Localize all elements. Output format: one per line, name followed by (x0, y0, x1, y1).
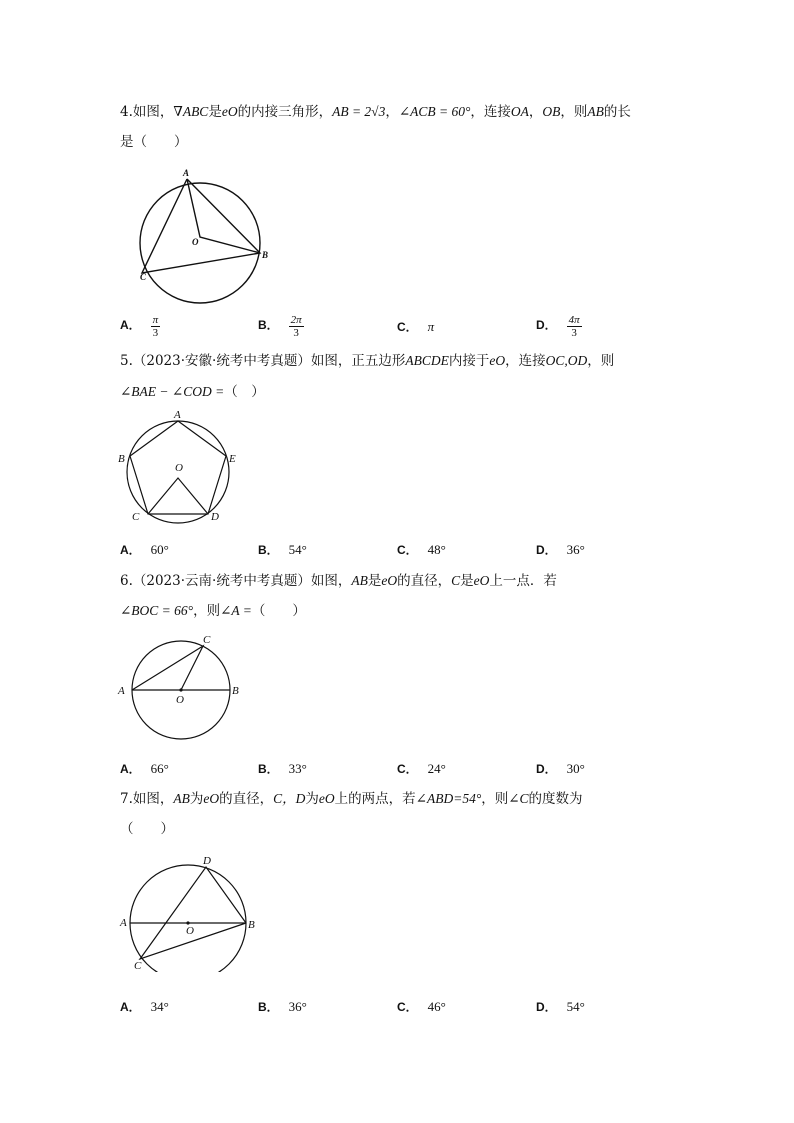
q4-arc-ab: AB (587, 104, 604, 119)
q4-triangle-abc (142, 179, 260, 273)
q4-stem-line1: 4.如图，∇ABC是eO的内接三角形，AB = 2√3，∠ACB = 60°，连接OA，OB，则AB的长 (120, 104, 631, 120)
q7-label-b: B (248, 919, 255, 931)
q7-option-d[interactable]: D． 54° (536, 999, 585, 1014)
q5-option-a[interactable]: A． 60° (120, 542, 169, 557)
q5-label-a: A (174, 409, 181, 421)
q6-label-b: B (232, 685, 239, 697)
q6-label-c: C (203, 634, 211, 646)
q7-label-c: C (134, 960, 142, 972)
q6-chords (132, 646, 203, 690)
q6-label-a: A (118, 685, 125, 697)
q5-label-b: B (118, 453, 125, 465)
q6-stem-line1: 6.（2023·云南·统考中考真题）如图，AB是eO的直径，C是eO上一点．若 (120, 573, 557, 589)
q7-label-d: D (203, 855, 211, 867)
q4-label-c: C (140, 272, 147, 282)
q7-chords (140, 867, 246, 959)
q5-radii (148, 478, 208, 514)
q6-figure (114, 630, 249, 745)
q4-circle (140, 183, 260, 303)
q6-option-a[interactable]: A． 66° (120, 761, 169, 776)
q5-label-o: O (175, 462, 183, 474)
q4-option-b[interactable]: B． $\frac{2\pi}{3}$ (258, 314, 302, 339)
q5-option-d[interactable]: D． 36° (536, 542, 585, 557)
q5-label-e: E (229, 453, 236, 465)
q4-ab-length: AB = 2√3 (332, 104, 386, 119)
q5-stem-line1: 5.（2023·安徽·统考中考真题）如图，正五边形ABCDE内接于eO，连接OC,OD，则 (120, 353, 615, 369)
q6-option-d[interactable]: D． 30° (536, 761, 585, 776)
q4-option-d[interactable]: D． $\frac{4\pi}{3}$ (536, 314, 580, 339)
q7-option-c[interactable]: C． 46° (397, 999, 446, 1014)
q7-figure (114, 852, 264, 972)
q4-figure (130, 165, 280, 305)
q7-stem-line1: 7.如图，AB为eO的直径，C，D为eO上的两点，若∠ABD=54°，则∠C的度数为 (120, 791, 583, 807)
q6-stem-line2: ∠BOC = 66°，则∠A =（ ） (120, 603, 306, 619)
q6-option-c[interactable]: C． 24° (397, 761, 446, 776)
q4-label-b: B (262, 250, 269, 260)
q4-triangle: ∇ABC (173, 104, 209, 119)
q6-option-b[interactable]: B． 33° (258, 761, 307, 776)
q4-label-o: O (192, 237, 199, 247)
q4-option-c[interactable]: C． π (397, 319, 435, 334)
q4-angle-acb: ∠ACB = 60° (398, 104, 471, 119)
q7-option-b[interactable]: B． 36° (258, 999, 307, 1014)
q7-label-o: O (186, 925, 194, 937)
q4-label-a: A (183, 168, 190, 178)
q7-label-a: A (120, 917, 127, 929)
q6-center-dot (179, 688, 182, 691)
q4-circle-o: eO (221, 104, 238, 119)
q5-figure (114, 408, 244, 528)
q5-option-b[interactable]: B． 54° (258, 542, 307, 557)
q4-stem-line2: 是（ ） (120, 134, 188, 150)
q5-label-d: D (211, 511, 219, 523)
q7-stem-line2: （ ） (120, 821, 174, 837)
q6-label-o: O (176, 694, 184, 706)
q4-option-a[interactable]: A． $\frac{\pi}{3}$ (120, 314, 159, 339)
q7-option-a[interactable]: A． 34° (120, 999, 169, 1014)
q5-stem-line2: ∠BAE − ∠COD =（ ） (120, 384, 265, 400)
q5-option-c[interactable]: C． 48° (397, 542, 446, 557)
q5-label-c: C (132, 511, 140, 523)
